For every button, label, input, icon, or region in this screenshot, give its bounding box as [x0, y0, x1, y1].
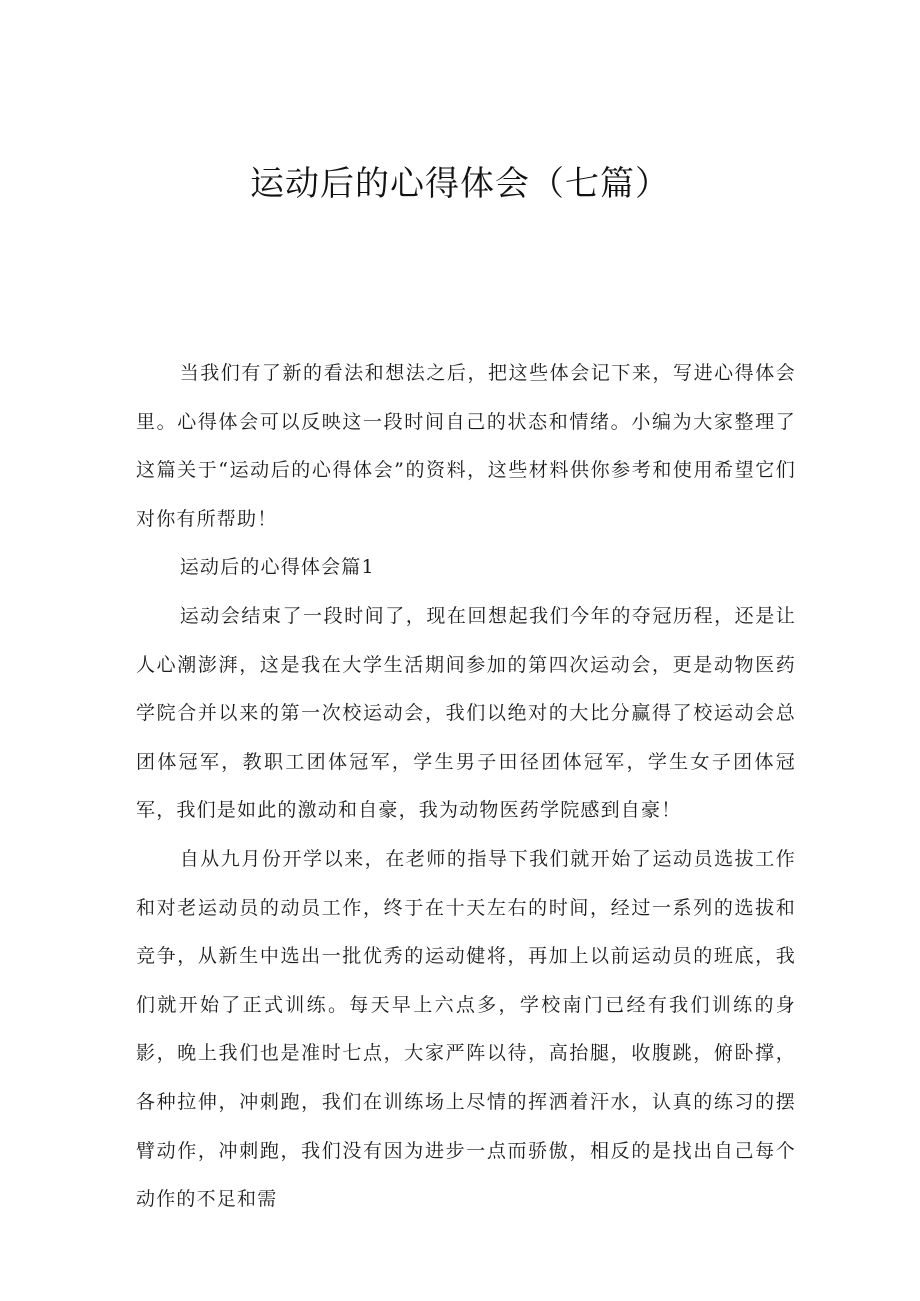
body-paragraph: 运动会结束了一段时间了，现在回想起我们今年的夺冠历程，还是让人心潮澎湃，这是我在大学生活期间参加的第四次运动会，更是动物医药学院合并以来的第一次校运动会，我们以绝对的大比分赢得了校运动会总团体冠军，教职工团体冠军，学生男子田径团体冠军，学生女子团体冠军，我们是如此的激动和自豪，我为动物医药学院感到自豪！ — [136, 604, 796, 822]
body-paragraph: 自从九月份开学以来，在老师的指导下我们就开始了运动员选拔工作和对老运动员的动员工作，终于在十天左右的时间，经过一系列的选拔和竞争，从新生中选出一批优秀的运动健将，再加上以前运动员的班底，我们就开始了正式训练。每天早上六点多，学校南门已经有我们训练的身影，晚上我们也是准时七点，大家严阵以待，高抬腿，收腹跳，俯卧撑，各种拉伸，冲刺跑，我们在训练场上尽情的挥洒着汗水，认真的练习的摆臂动作，冲刺跑，我们没有因为进步一点而骄傲，相反的是找出自己每个动作的不足和需 — [136, 847, 796, 1211]
intro-paragraph: 当我们有了新的看法和想法之后，把这些体会记下来，写进心得体会里。心得体会可以反映这一段时间自己的状态和情绪。小编为大家整理了这篇关于“运动后的心得体会”的资料，这些材料供你参考和使用希望它们对你有所帮助！ — [136, 362, 796, 530]
document-body — [136, 349, 796, 1224]
section-heading: 运动后的心得体会篇1 — [179, 556, 375, 579]
document-title: 运动后的心得体会（七篇） — [250, 164, 670, 204]
